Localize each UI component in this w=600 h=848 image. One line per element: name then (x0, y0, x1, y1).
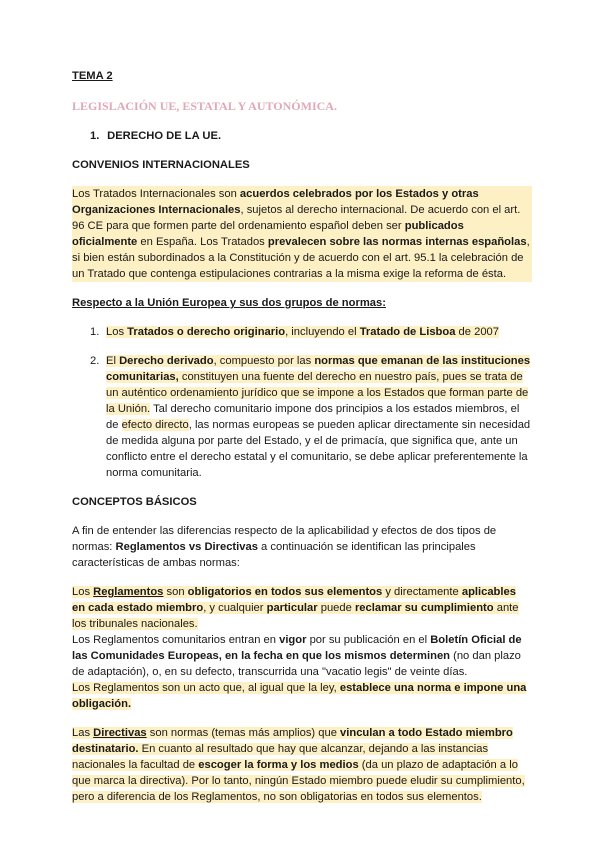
conceptos-intro: A fin de entender las diferencias respecto de la aplicabilidad y efectos de dos tipos de normas: Reglamentos vs Directivas a continuación se identifican las principales características de ambas normas: (72, 525, 497, 569)
reglamentos-paragraph-3: Los Reglamentos son un acto que, al igual que la ley, establece una norma e impone una obligación. (72, 682, 527, 710)
section-number: 1. (90, 130, 100, 142)
directivas-paragraph: Las Directivas son normas (temas más amplios) que vinculan a todo Estado miembro destinatario. En cuanto al resultado que hay que alcanzar, dejando a las instancias nacionales la facultad de escoger la forma y los medios (da un plazo de adaptación a lo que marca la directiva). Por lo tanto, ningún Estado miembro puede eludir su cumplimiento, pero a diferencia de los Reglamentos, no son obligatorias en todos sus elementos. (72, 727, 525, 803)
section-title: DERECHO DE LA UE. (107, 130, 222, 142)
reglamentos-paragraph-1: Los Reglamentos son obligatorios en todos sus elementos y directamente aplicables en cada estado miembro, y cualquier particular puede reclamar su cumplimiento ante los tribunales nacionales. (72, 586, 519, 630)
list-item-derivado: 2. El Derecho derivado, compuesto por las normas que emanan de las instituciones comunitarias, constituyen una fuente del derecho en nuestro país, pues se trata de un auténtico ordenamiento jurídico que se impone a los Estados que forman parte de la Unión. Tal derecho comunitario impone dos principios a los estados miembros, el de efecto directo, las normas europeas se pueden aplicar directamente sin necesidad de medida alguna por parte del Estado, y el de primacía, que significa que, ante un conflicto entre el derecho estatal y el comunitario, se debe aplicar preferentemente la norma comunitaria. (90, 355, 531, 479)
convenios-paragraph: Los Tratados Internacionales son acuerdos celebrados por los Estados y otras Organizaciones Internacionales, sujetos al derecho internacional. De acuerdo con el art. 96 CE para que formen parte del ordenamiento español deben ser publicados oficialmente en España. Los Tratados prevalecen sobre las normas internas españolas, si bien están subordinados a la Constitución y de acuerdo con el art. 95.1 la celebración de un Tratado que contenga estipulaciones contrarias a la misma exige la reforma de ésta. (72, 186, 532, 282)
subtitle: LEGISLACIÓN UE, ESTATAL Y AUTONÓMICA. (72, 99, 337, 113)
reglamentos-paragraph-2: Los Reglamentos comunitarios entran en vigor por su publicación en el Boletín Oficial de las Comunidades Europeas, en la fecha en que los mismos determinen (no dan plazo de adaptación), o, en su defecto, transcurrida una "vacatio legis" de veinte días. (72, 634, 522, 678)
conceptos-heading: CONCEPTOS BÁSICOS (72, 496, 197, 508)
tema-heading: TEMA 2 (72, 70, 113, 82)
section-heading (90, 128, 532, 144)
convenios-heading: CONVENIOS INTERNACIONALES (72, 159, 250, 171)
list-item-tratados: 1. Los Tratados o derecho originario, incluyendo el Tratado de Lisboa de 2007 (90, 326, 499, 338)
respecto-heading: Respecto a la Unión Europea y sus dos grupos de normas: (72, 297, 386, 309)
document-page (72, 68, 532, 818)
